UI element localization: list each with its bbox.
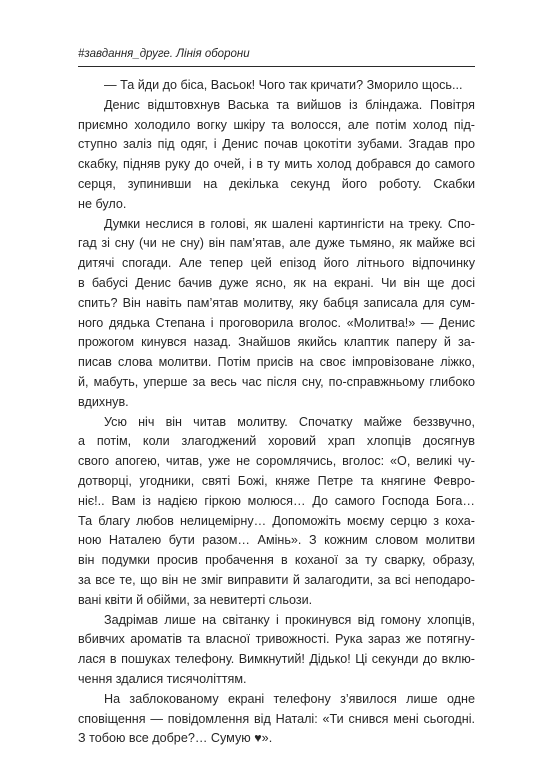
text-line: спить? Він навіть пам’ятав молитву, яку бабця записала для сум- — [78, 295, 475, 310]
text-line: за все те, що він не зміг виправити й залагодити, за всі неподаро- — [78, 572, 475, 587]
text-line: вдихнув. — [78, 394, 129, 409]
text-line: — Та йди до біса, Васьок! Чого так кричати? Зморило щось... — [104, 78, 463, 92]
text-line: вані квіти й обійми, за невитерті сльози. — [78, 592, 313, 607]
text-line: й, мабуть, уперше за весь час після сну, по-справжньому глибоко — [78, 374, 475, 389]
text-line: ніє!.. Вам із надією гіркою молюся… До самого Господа Бога… — [78, 493, 475, 508]
text-line: гад зі сну (чи не сну) він пам’ятав, але дуже тьмяно, як майже всі — [78, 236, 475, 251]
text-line: ступно заліз під одяг, і Денис почав цокотіти зубами. Згадав про — [78, 137, 475, 152]
body-text — [78, 76, 475, 749]
text-line: дотворці, угодники, святі Божі, княже Петре та княгине Февро- — [78, 473, 475, 488]
text-line: вбивчих ароматів та власної тривожності. Рука зараз же потягну- — [78, 632, 475, 647]
text-line: писав слова молитви. Потім присів на своє імпровізоване ліжко, — [78, 355, 475, 370]
text-line: скабку, підняв руку до очей, і в ту мить холод добрався до самого — [78, 157, 475, 172]
text-line: ного дядька Степана і проговорила вголос. «Молитва!» — Денис — [78, 315, 475, 330]
text-line: Думки неслися в голові, як шалені картингісти на треку. Спо- — [104, 216, 475, 231]
running-header: #завдання_друге. Лінія оборони — [78, 48, 250, 60]
text-line: Та благу любов нелицемірну… Допоможіть моєму серцю з коха- — [78, 513, 475, 528]
text-line: На заблокованому екрані телефону з’явилося лише одне — [104, 691, 475, 706]
text-line: серця, зупинивши на декілька секунд його роботу. Скабки — [78, 176, 475, 191]
text-line: Денис відштовхнув Васька та вийшов із бліндажа. Повітря — [104, 97, 475, 112]
text-line: дитячі спогади. Але тепер цей епізод його літнього відпочинку — [78, 256, 475, 271]
text-line: в бабусі Денис бачив дуже ясно, як на екрані. Чи він ще досі — [78, 275, 475, 290]
text-line: свого апогею, читав, уже не соромлячись, вголос: «О, великі чу- — [78, 454, 475, 469]
text-line: а потім, коли злагоджений хоровий храп хлопців досягнув — [78, 434, 475, 449]
text-line: З тобою все добре?… Сумую ♥». — [78, 731, 273, 746]
text-line: приємно холодило вогку шкіру та волосся, але потім холод під- — [78, 117, 475, 132]
text-line: прожогом кинувся назад. Знайшов якийсь клаптик паперу й за- — [78, 335, 475, 350]
text-line: ною Наталею бути разом… Амінь». З кожним словом молитви — [78, 533, 475, 548]
text-line: Задрімав лише на світанку і прокинувся від гомону хлопців, — [104, 612, 475, 627]
text-line: Усю ніч він читав молитву. Спочатку майже беззвучно, — [104, 414, 475, 429]
text-line: він подумки просив пробачення в коханої за ту сварку, образу, — [78, 553, 475, 568]
text-line: не було. — [78, 196, 127, 211]
text-line: чення здалися тисячоліттям. — [78, 671, 247, 686]
text-line: сповіщення — повідомлення від Наталі: «Ти снився мені сьогодні. — [78, 711, 475, 726]
header-rule — [78, 66, 475, 67]
text-line: лася в пошуках телефону. Вимкнутий! Дідько! Ці секунди до вклю- — [78, 652, 475, 667]
